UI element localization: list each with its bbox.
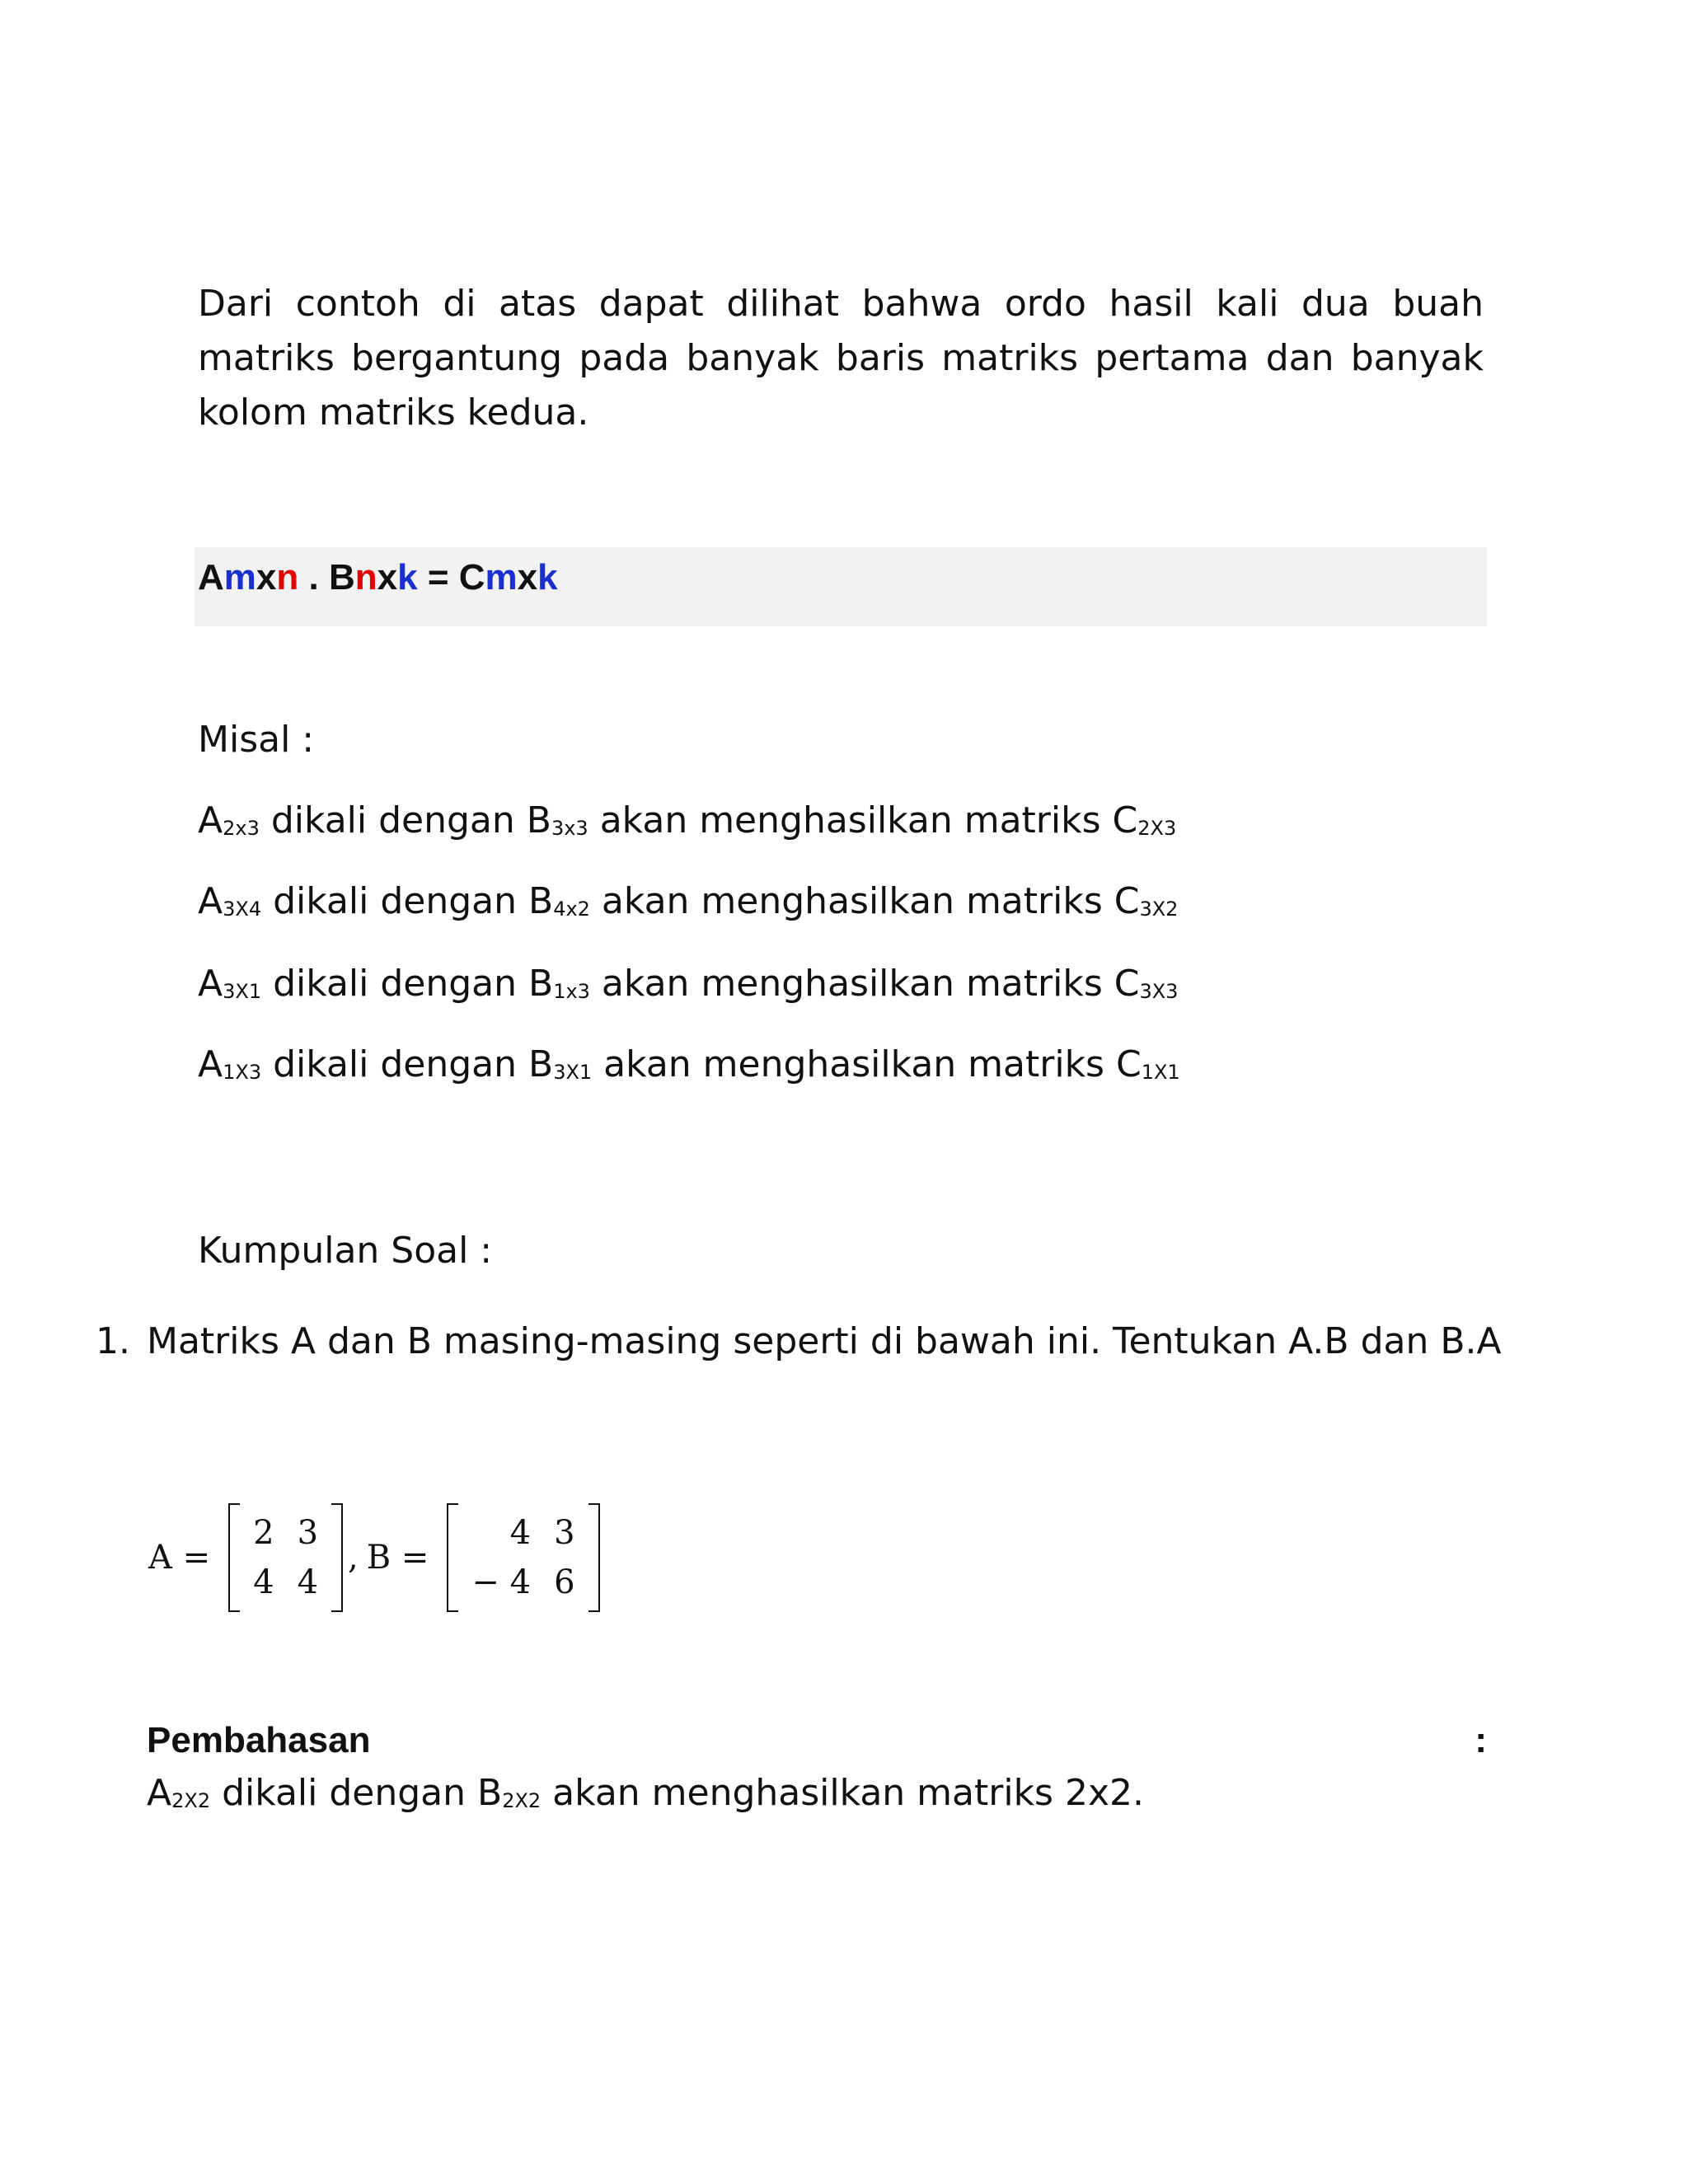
matrix-cell: 3	[297, 1514, 319, 1552]
formula-a: A	[198, 557, 224, 598]
formula-b-k: k	[397, 557, 418, 598]
example-line: $A_{3X1}$ dikali dengan $B_{1x3}$ akan menghasilkan matriks $C_{3X3}$	[198, 963, 1179, 1005]
example-line: $A_{1X3}$ dikali dengan $B_{3X1}$ akan menghasilkan matriks $C_{1X1}$	[198, 1043, 1180, 1085]
formula-c-k: k	[537, 557, 558, 598]
formula-c-m: m	[485, 557, 518, 598]
formula-b: B	[328, 557, 355, 598]
misal-heading: Misal :	[198, 719, 315, 761]
formula-dot: .	[298, 557, 329, 598]
example-line: $A_{2x3}$ dikali dengan $B_{3x3}$ akan menghasilkan matriks $C_{2X3}$	[198, 799, 1177, 841]
matrix-cell: 4	[297, 1563, 319, 1601]
matrix-b-label: B =	[366, 1539, 429, 1577]
formula-b-x: x	[377, 557, 398, 598]
matrix-b	[447, 1503, 599, 1612]
matrix-a-label: A =	[148, 1539, 211, 1577]
matrix-cell: 4	[509, 1514, 532, 1552]
matrix-definitions	[148, 1502, 600, 1614]
formula-a-x: x	[256, 557, 277, 598]
pembahasan-colon: :	[1475, 1720, 1487, 1760]
question-1	[96, 1317, 1502, 1366]
formula-a-m: m	[223, 557, 256, 598]
pembahasan-title: Pembahasan	[147, 1720, 371, 1760]
formula-c: C	[458, 557, 485, 598]
matrix-cell: 6	[554, 1563, 575, 1601]
formula-c-x: x	[517, 557, 538, 598]
kumpulan-soal-heading: Kumpulan Soal :	[198, 1230, 493, 1272]
matrix-cell: − 4	[471, 1563, 532, 1601]
matrix-cell: 4	[253, 1563, 274, 1601]
matrix-cell: 3	[554, 1514, 575, 1552]
intro-paragraph: Dari contoh di atas dapat dilihat bahwa ordo hasil kali dua buah matriks bergantung pada banyak baris matriks pertama dan banyak kolom matriks kedua.	[198, 283, 1484, 434]
example-line: $A_{3X4}$ dikali dengan $B_{4x2}$ akan menghasilkan matriks $C_{3X2}$	[198, 880, 1179, 922]
formula-a-n: n	[276, 557, 299, 598]
matrix-a	[228, 1503, 343, 1612]
question-text: Matriks A dan B masing-masing seperti di bawah ini. Tentukan A.B dan B.A	[147, 1320, 1502, 1362]
answer-line: $A_{2X2}$ dikali dengan $B_{2X2}$ akan menghasilkan matriks 2x2.	[147, 1772, 1144, 1814]
formula-b-n: n	[354, 557, 377, 598]
matrix-separator: ,	[348, 1539, 359, 1577]
question-number: 1.	[96, 1320, 130, 1362]
formula-eq: =	[417, 557, 459, 598]
matrix-cell: 2	[253, 1514, 274, 1552]
pembahasan-heading	[147, 1716, 1487, 1765]
formula-matrix-order	[198, 552, 558, 603]
